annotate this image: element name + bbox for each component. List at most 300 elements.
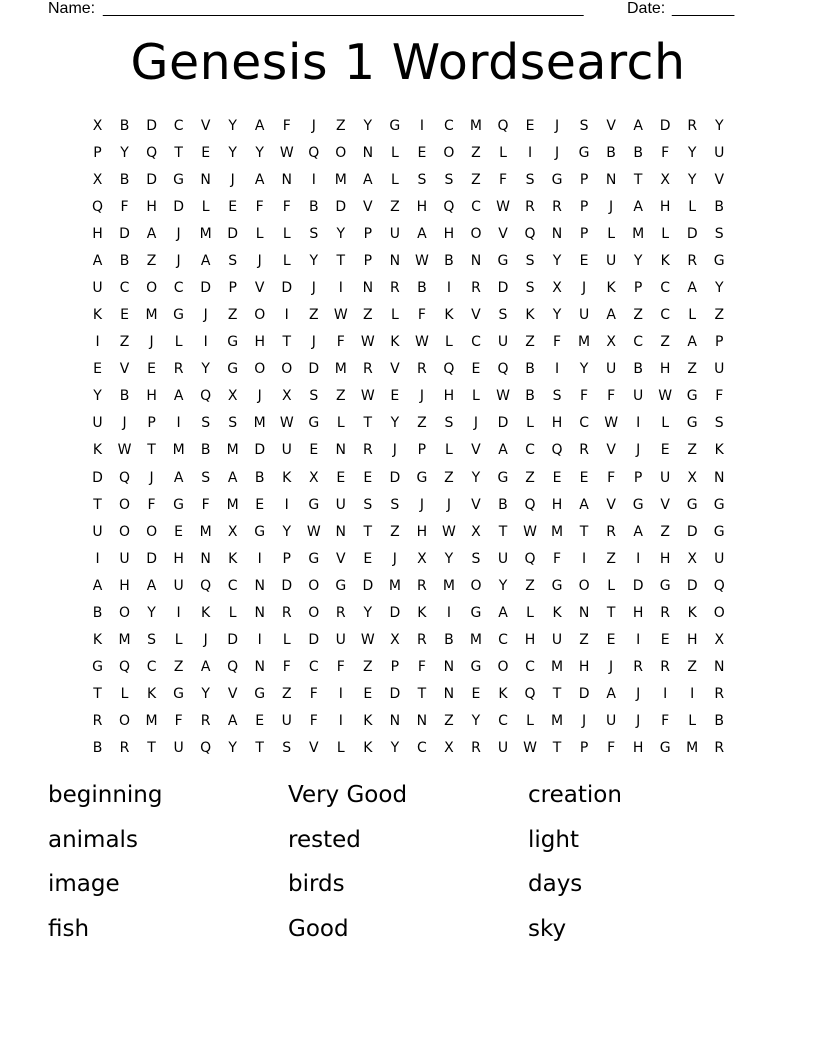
grid-letter[interactable]: Y (201, 361, 210, 378)
grid-letter[interactable]: L (336, 415, 345, 432)
grid-letter[interactable]: R (660, 659, 671, 676)
grid-letter[interactable]: L (282, 632, 291, 649)
grid-letter[interactable]: F (309, 686, 318, 703)
grid-letter[interactable]: E (255, 713, 265, 730)
grid-letter[interactable]: D (308, 361, 320, 378)
grid-letter[interactable]: G (659, 577, 671, 594)
grid-letter[interactable]: P (417, 442, 427, 459)
grid-letter[interactable]: D (389, 686, 401, 703)
grid-letter[interactable]: M (145, 307, 158, 324)
grid-letter[interactable]: V (606, 117, 616, 134)
grid-letter[interactable]: I (176, 415, 181, 432)
grid-letter[interactable]: T (93, 686, 102, 703)
grid-letter[interactable]: W (360, 388, 375, 405)
grid-letter[interactable]: B (633, 144, 643, 161)
grid-letter[interactable]: F (553, 550, 562, 567)
grid-letter[interactable]: A (146, 225, 157, 242)
grid-letter[interactable]: Y (498, 577, 508, 594)
grid-letter[interactable]: R (417, 632, 427, 649)
grid-letter[interactable]: E (174, 523, 184, 540)
grid-letter[interactable]: M (632, 225, 645, 242)
grid-letter[interactable]: Y (390, 740, 400, 757)
grid-letter[interactable]: Y (444, 550, 454, 567)
grid-letter[interactable]: Z (687, 659, 697, 676)
grid-letter[interactable]: V (308, 740, 319, 757)
grid-letter[interactable]: W (496, 198, 510, 215)
grid-letter[interactable]: D (335, 198, 347, 215)
grid-letter[interactable]: V (119, 361, 130, 378)
grid-letter[interactable]: A (92, 252, 103, 269)
grid-letter[interactable]: K (363, 740, 373, 757)
grid-letter[interactable]: W (523, 523, 537, 540)
grid-letter[interactable]: X (606, 334, 616, 351)
grid-letter[interactable]: R (606, 523, 616, 540)
grid-letter[interactable]: S (228, 252, 238, 269)
grid-letter[interactable]: C (579, 415, 589, 432)
grid-letter[interactable]: A (173, 469, 184, 486)
grid-letter[interactable]: M (199, 225, 212, 242)
grid-letter[interactable]: Z (119, 334, 130, 351)
grid-letter[interactable]: D (686, 523, 698, 540)
grid-letter[interactable]: C (173, 117, 184, 134)
grid-letter[interactable]: Q (119, 469, 131, 486)
grid-letter[interactable]: M (226, 442, 239, 459)
grid-letter[interactable]: G (551, 577, 563, 594)
grid-letter[interactable]: N (443, 686, 455, 703)
grid-letter[interactable]: S (498, 307, 508, 324)
grid-letter[interactable]: P (715, 334, 724, 351)
grid-letter[interactable]: U (605, 252, 617, 269)
grid-letter[interactable]: A (92, 577, 103, 594)
grid-letter[interactable]: F (120, 198, 129, 215)
grid-letter[interactable]: M (551, 523, 564, 540)
grid-letter[interactable]: D (281, 280, 293, 296)
grid-letter[interactable]: Q (524, 686, 536, 703)
grid-letter[interactable]: L (201, 198, 210, 215)
grid-letter[interactable]: A (633, 523, 643, 540)
grid-letter[interactable]: D (146, 117, 157, 134)
grid-letter[interactable]: E (93, 361, 102, 378)
grid-letter[interactable]: T (363, 523, 373, 540)
grid-letter[interactable]: D (146, 171, 157, 188)
grid-letter[interactable]: G (389, 117, 401, 134)
grid-letter[interactable]: A (498, 604, 508, 621)
grid-letter[interactable]: W (333, 307, 348, 324)
grid-letter[interactable]: L (282, 252, 291, 269)
grid-letter[interactable]: W (279, 144, 294, 161)
grid-letter[interactable]: K (92, 632, 103, 649)
grid-letter[interactable]: J (419, 388, 424, 405)
grid-letter[interactable]: Y (93, 388, 102, 405)
grid-letter[interactable]: M (253, 415, 266, 432)
grid-letter[interactable]: S (525, 171, 535, 188)
grid-letter[interactable]: P (579, 198, 589, 215)
grid-letter[interactable]: Z (579, 632, 589, 649)
grid-letter[interactable]: U (497, 550, 509, 567)
grid-letter[interactable]: S (444, 415, 454, 432)
grid-letter[interactable]: P (633, 280, 643, 296)
grid-letter[interactable]: V (471, 307, 481, 324)
grid-letter[interactable]: M (388, 577, 401, 594)
grid-letter[interactable]: J (203, 307, 208, 324)
grid-letter[interactable]: U (281, 713, 292, 730)
grid-letter[interactable]: F (607, 740, 616, 757)
grid-letter[interactable]: Z (687, 361, 697, 378)
grid-letter[interactable]: L (526, 415, 534, 432)
grid-letter[interactable]: G (470, 659, 482, 676)
grid-letter[interactable]: G (578, 144, 590, 161)
grid-letter[interactable]: X (687, 469, 697, 486)
grid-letter[interactable]: N (389, 713, 401, 730)
grid-letter[interactable]: E (363, 469, 373, 486)
grid-letter[interactable]: D (281, 577, 293, 594)
grid-letter[interactable]: K (498, 686, 508, 703)
grid-letter[interactable]: Z (714, 307, 725, 324)
grid-letter[interactable]: L (607, 577, 616, 594)
grid-letter[interactable]: S (390, 496, 400, 513)
grid-letter[interactable]: B (92, 740, 103, 757)
grid-letter[interactable]: S (147, 632, 157, 649)
grid-letter[interactable]: Y (687, 144, 697, 161)
grid-letter[interactable]: Y (633, 252, 643, 269)
grid-letter[interactable]: H (686, 632, 698, 649)
grid-letter[interactable]: Q (524, 550, 536, 567)
grid-letter[interactable]: I (257, 550, 262, 567)
grid-letter[interactable]: R (335, 604, 346, 621)
grid-letter[interactable]: M (226, 496, 239, 513)
grid-letter[interactable]: C (119, 280, 130, 296)
grid-letter[interactable]: V (200, 117, 211, 134)
grid-letter[interactable]: Y (120, 144, 129, 161)
grid-letter[interactable]: P (147, 415, 156, 432)
grid-letter[interactable]: H (416, 523, 428, 540)
grid-letter[interactable]: Y (471, 713, 481, 730)
grid-letter[interactable]: Z (363, 307, 373, 324)
grid-letter[interactable]: D (659, 117, 671, 134)
grid-letter[interactable]: F (336, 334, 345, 351)
grid-letter[interactable]: Z (308, 307, 319, 324)
grid-letter[interactable]: O (578, 577, 590, 594)
grid-letter[interactable]: I (284, 496, 289, 513)
grid-letter[interactable]: O (335, 144, 347, 161)
grid-letter[interactable]: I (284, 307, 289, 324)
grid-letter[interactable]: J (311, 280, 316, 296)
grid-letter[interactable]: I (582, 550, 587, 567)
grid-letter[interactable]: D (362, 577, 374, 594)
grid-letter[interactable]: M (334, 361, 347, 378)
grid-letter[interactable]: U (92, 523, 103, 540)
grid-letter[interactable]: W (306, 523, 321, 540)
grid-letter[interactable]: I (636, 415, 641, 432)
grid-letter[interactable]: C (471, 334, 481, 351)
grid-letter[interactable]: E (660, 442, 670, 459)
grid-letter[interactable]: N (335, 523, 347, 540)
grid-letter[interactable]: E (606, 632, 616, 649)
grid-letter[interactable]: Y (147, 604, 156, 621)
grid-letter[interactable]: D (632, 577, 644, 594)
grid-letter[interactable]: E (201, 144, 211, 161)
grid-letter[interactable]: S (309, 388, 319, 405)
grid-letter[interactable]: D (686, 225, 698, 242)
grid-letter[interactable]: W (117, 442, 132, 459)
grid-letter[interactable]: S (552, 388, 562, 405)
grid-letter[interactable]: H (254, 334, 265, 351)
grid-letter[interactable]: G (254, 686, 266, 703)
grid-letter[interactable]: S (201, 469, 211, 486)
grid-letter[interactable]: Z (390, 198, 400, 215)
grid-letter[interactable]: U (633, 388, 644, 405)
grid-letter[interactable]: K (552, 604, 562, 621)
grid-letter[interactable]: Z (471, 171, 481, 188)
grid-letter[interactable]: I (257, 632, 262, 649)
grid-letter[interactable]: I (95, 334, 100, 351)
grid-letter[interactable]: R (714, 686, 725, 703)
grid-letter[interactable]: X (687, 550, 697, 567)
grid-letter[interactable]: E (579, 252, 589, 269)
grid-letter[interactable]: P (228, 280, 237, 296)
grid-letter[interactable]: Z (417, 415, 427, 432)
grid-letter[interactable]: K (146, 686, 157, 703)
grid-letter[interactable]: V (336, 550, 346, 567)
grid-letter[interactable]: I (446, 604, 451, 621)
grid-letter[interactable]: V (471, 442, 481, 459)
grid-letter[interactable]: B (417, 280, 427, 296)
grid-letter[interactable]: V (390, 361, 400, 378)
grid-letter[interactable]: P (282, 550, 291, 567)
grid-letter[interactable]: V (606, 442, 616, 459)
grid-letter[interactable]: S (282, 740, 292, 757)
grid-letter[interactable]: G (632, 496, 644, 513)
grid-letter[interactable]: B (200, 442, 211, 459)
grid-letter[interactable]: N (254, 604, 265, 621)
grid-letter[interactable]: T (579, 523, 589, 540)
grid-letter[interactable]: R (660, 604, 671, 621)
grid-letter[interactable]: G (227, 361, 239, 378)
grid-letter[interactable]: K (660, 252, 670, 269)
grid-letter[interactable]: G (713, 252, 725, 269)
grid-letter[interactable]: Z (281, 686, 292, 703)
grid-letter[interactable]: W (442, 523, 456, 540)
grid-letter[interactable]: G (335, 577, 347, 594)
grid-letter[interactable]: I (311, 171, 316, 188)
grid-letter[interactable]: Q (200, 388, 212, 405)
grid-letter[interactable]: G (713, 523, 725, 540)
grid-letter[interactable]: L (336, 740, 345, 757)
grid-letter[interactable]: N (416, 713, 428, 730)
grid-letter[interactable]: L (661, 415, 670, 432)
grid-letter[interactable]: A (227, 713, 238, 730)
grid-letter[interactable]: Q (227, 659, 239, 676)
grid-letter[interactable]: E (552, 469, 562, 486)
grid-letter[interactable]: H (632, 740, 644, 757)
grid-letter[interactable]: Y (363, 117, 373, 134)
grid-letter[interactable]: B (119, 252, 130, 269)
grid-letter[interactable]: K (228, 550, 238, 567)
grid-letter[interactable]: N (578, 604, 590, 621)
grid-letter[interactable]: B (714, 198, 725, 215)
grid-letter[interactable]: E (309, 442, 319, 459)
grid-letter[interactable]: C (146, 659, 157, 676)
grid-letter[interactable]: J (149, 334, 154, 351)
grid-letter[interactable]: P (579, 171, 589, 188)
grid-letter[interactable]: U (605, 713, 617, 730)
grid-letter[interactable]: X (471, 523, 481, 540)
grid-letter[interactable]: N (362, 280, 374, 296)
name-blank-line[interactable]: ______________________________________________________ (103, 0, 584, 17)
grid-letter[interactable]: X (444, 740, 454, 757)
grid-letter[interactable]: U (335, 632, 346, 649)
grid-letter[interactable]: O (281, 361, 293, 378)
grid-letter[interactable]: C (633, 334, 644, 351)
grid-letter[interactable]: F (580, 388, 589, 405)
grid-letter[interactable]: W (360, 632, 375, 649)
grid-letter[interactable]: G (497, 252, 509, 269)
grid-letter[interactable]: R (687, 252, 698, 269)
grid-letter[interactable]: U (281, 442, 292, 459)
grid-letter[interactable]: M (334, 171, 347, 188)
grid-letter[interactable]: U (497, 334, 509, 351)
grid-letter[interactable]: Z (525, 334, 535, 351)
grid-letter[interactable]: O (146, 280, 158, 296)
grid-letter[interactable]: Z (390, 523, 400, 540)
grid-letter[interactable]: C (471, 198, 481, 215)
grid-letter[interactable]: N (362, 144, 374, 161)
grid-letter[interactable]: A (687, 334, 697, 351)
grid-letter[interactable]: F (309, 713, 318, 730)
grid-letter[interactable]: A (606, 686, 616, 703)
grid-letter[interactable]: K (687, 604, 697, 621)
grid-letter[interactable]: E (417, 144, 427, 161)
grid-letter[interactable]: Y (552, 307, 562, 324)
grid-letter[interactable]: C (660, 280, 671, 296)
grid-letter[interactable]: W (414, 252, 429, 269)
grid-letter[interactable]: Q (308, 144, 320, 161)
grid-letter[interactable]: O (119, 713, 131, 730)
grid-letter[interactable]: X (660, 171, 670, 188)
grid-letter[interactable]: G (173, 686, 185, 703)
grid-letter[interactable]: J (636, 442, 641, 459)
grid-letter[interactable]: Y (714, 280, 724, 296)
grid-letter[interactable]: B (119, 171, 130, 188)
grid-letter[interactable]: A (146, 577, 157, 594)
grid-letter[interactable]: G (173, 171, 185, 188)
grid-letter[interactable]: F (607, 388, 616, 405)
date-blank-line[interactable]: _______ (672, 0, 735, 17)
grid-letter[interactable]: N (470, 252, 482, 269)
grid-letter[interactable]: U (551, 632, 563, 649)
grid-letter[interactable]: H (659, 198, 671, 215)
grid-letter[interactable]: U (660, 469, 671, 486)
grid-letter[interactable]: S (525, 280, 535, 296)
grid-letter[interactable]: G (551, 171, 563, 188)
grid-letter[interactable]: R (552, 198, 562, 215)
grid-letter[interactable]: L (255, 225, 264, 242)
grid-letter[interactable]: H (578, 659, 590, 676)
grid-letter[interactable]: M (469, 117, 482, 134)
grid-letter[interactable]: E (579, 469, 589, 486)
grid-letter[interactable]: X (552, 280, 562, 296)
grid-letter[interactable]: M (145, 713, 158, 730)
grid-letter[interactable]: P (363, 225, 373, 242)
grid-letter[interactable]: F (417, 307, 426, 324)
grid-letter[interactable]: L (607, 225, 616, 242)
grid-letter[interactable]: D (146, 550, 157, 567)
grid-letter[interactable]: F (336, 659, 345, 676)
grid-letter[interactable]: A (254, 171, 265, 188)
grid-letter[interactable]: M (442, 577, 455, 594)
grid-letter[interactable]: R (362, 442, 373, 459)
grid-letter[interactable]: J (392, 550, 397, 567)
grid-letter[interactable]: B (606, 144, 616, 161)
grid-letter[interactable]: L (688, 713, 697, 730)
grid-letter[interactable]: X (714, 632, 725, 649)
grid-letter[interactable]: Q (524, 225, 536, 242)
grid-letter[interactable]: Z (471, 144, 481, 161)
grid-letter[interactable]: F (553, 334, 562, 351)
grid-letter[interactable]: Y (363, 604, 373, 621)
grid-letter[interactable]: Z (660, 334, 670, 351)
grid-letter[interactable]: H (443, 388, 455, 405)
grid-letter[interactable]: S (714, 225, 724, 242)
grid-letter[interactable]: C (444, 117, 454, 134)
grid-letter[interactable]: R (92, 713, 103, 730)
grid-letter[interactable]: U (578, 307, 590, 324)
grid-letter[interactable]: X (92, 117, 103, 134)
grid-letter[interactable]: G (308, 550, 320, 567)
grid-letter[interactable]: E (471, 361, 481, 378)
grid-letter[interactable]: N (605, 171, 617, 188)
grid-letter[interactable]: S (444, 171, 454, 188)
grid-letter[interactable]: J (419, 496, 424, 513)
grid-letter[interactable]: M (469, 632, 482, 649)
grid-letter[interactable]: W (658, 388, 673, 405)
grid-letter[interactable]: M (118, 632, 131, 649)
grid-letter[interactable]: B (92, 604, 103, 621)
grid-letter[interactable]: B (308, 198, 319, 215)
grid-letter[interactable]: Y (201, 686, 210, 703)
grid-letter[interactable]: J (257, 388, 262, 405)
grid-letter[interactable]: X (227, 523, 238, 540)
grid-letter[interactable]: O (119, 523, 131, 540)
grid-letter[interactable]: I (338, 713, 343, 730)
grid-letter[interactable]: U (714, 550, 725, 567)
grid-letter[interactable]: C (308, 659, 319, 676)
grid-letter[interactable]: B (254, 469, 265, 486)
grid-letter[interactable]: L (472, 388, 480, 405)
grid-letter[interactable]: X (281, 388, 292, 405)
grid-letter[interactable]: T (147, 442, 156, 459)
grid-letter[interactable]: Y (336, 225, 346, 242)
grid-letter[interactable]: I (527, 144, 533, 161)
grid-letter[interactable]: L (390, 144, 399, 161)
grid-letter[interactable]: O (308, 604, 320, 621)
grid-letter[interactable]: F (661, 713, 670, 730)
grid-letter[interactable]: Y (714, 117, 724, 134)
grid-letter[interactable]: L (445, 334, 453, 351)
grid-letter[interactable]: R (579, 442, 589, 459)
grid-letter[interactable]: N (551, 225, 563, 242)
grid-letter[interactable]: N (281, 171, 292, 188)
grid-letter[interactable]: U (173, 577, 184, 594)
grid-letter[interactable]: H (416, 198, 428, 215)
grid-letter[interactable]: Q (92, 198, 104, 215)
grid-letter[interactable]: A (173, 388, 184, 405)
grid-letter[interactable]: D (497, 280, 509, 296)
grid-letter[interactable]: H (659, 550, 671, 567)
grid-letter[interactable]: L (390, 307, 399, 324)
grid-letter[interactable]: K (417, 604, 427, 621)
grid-letter[interactable]: A (200, 659, 211, 676)
